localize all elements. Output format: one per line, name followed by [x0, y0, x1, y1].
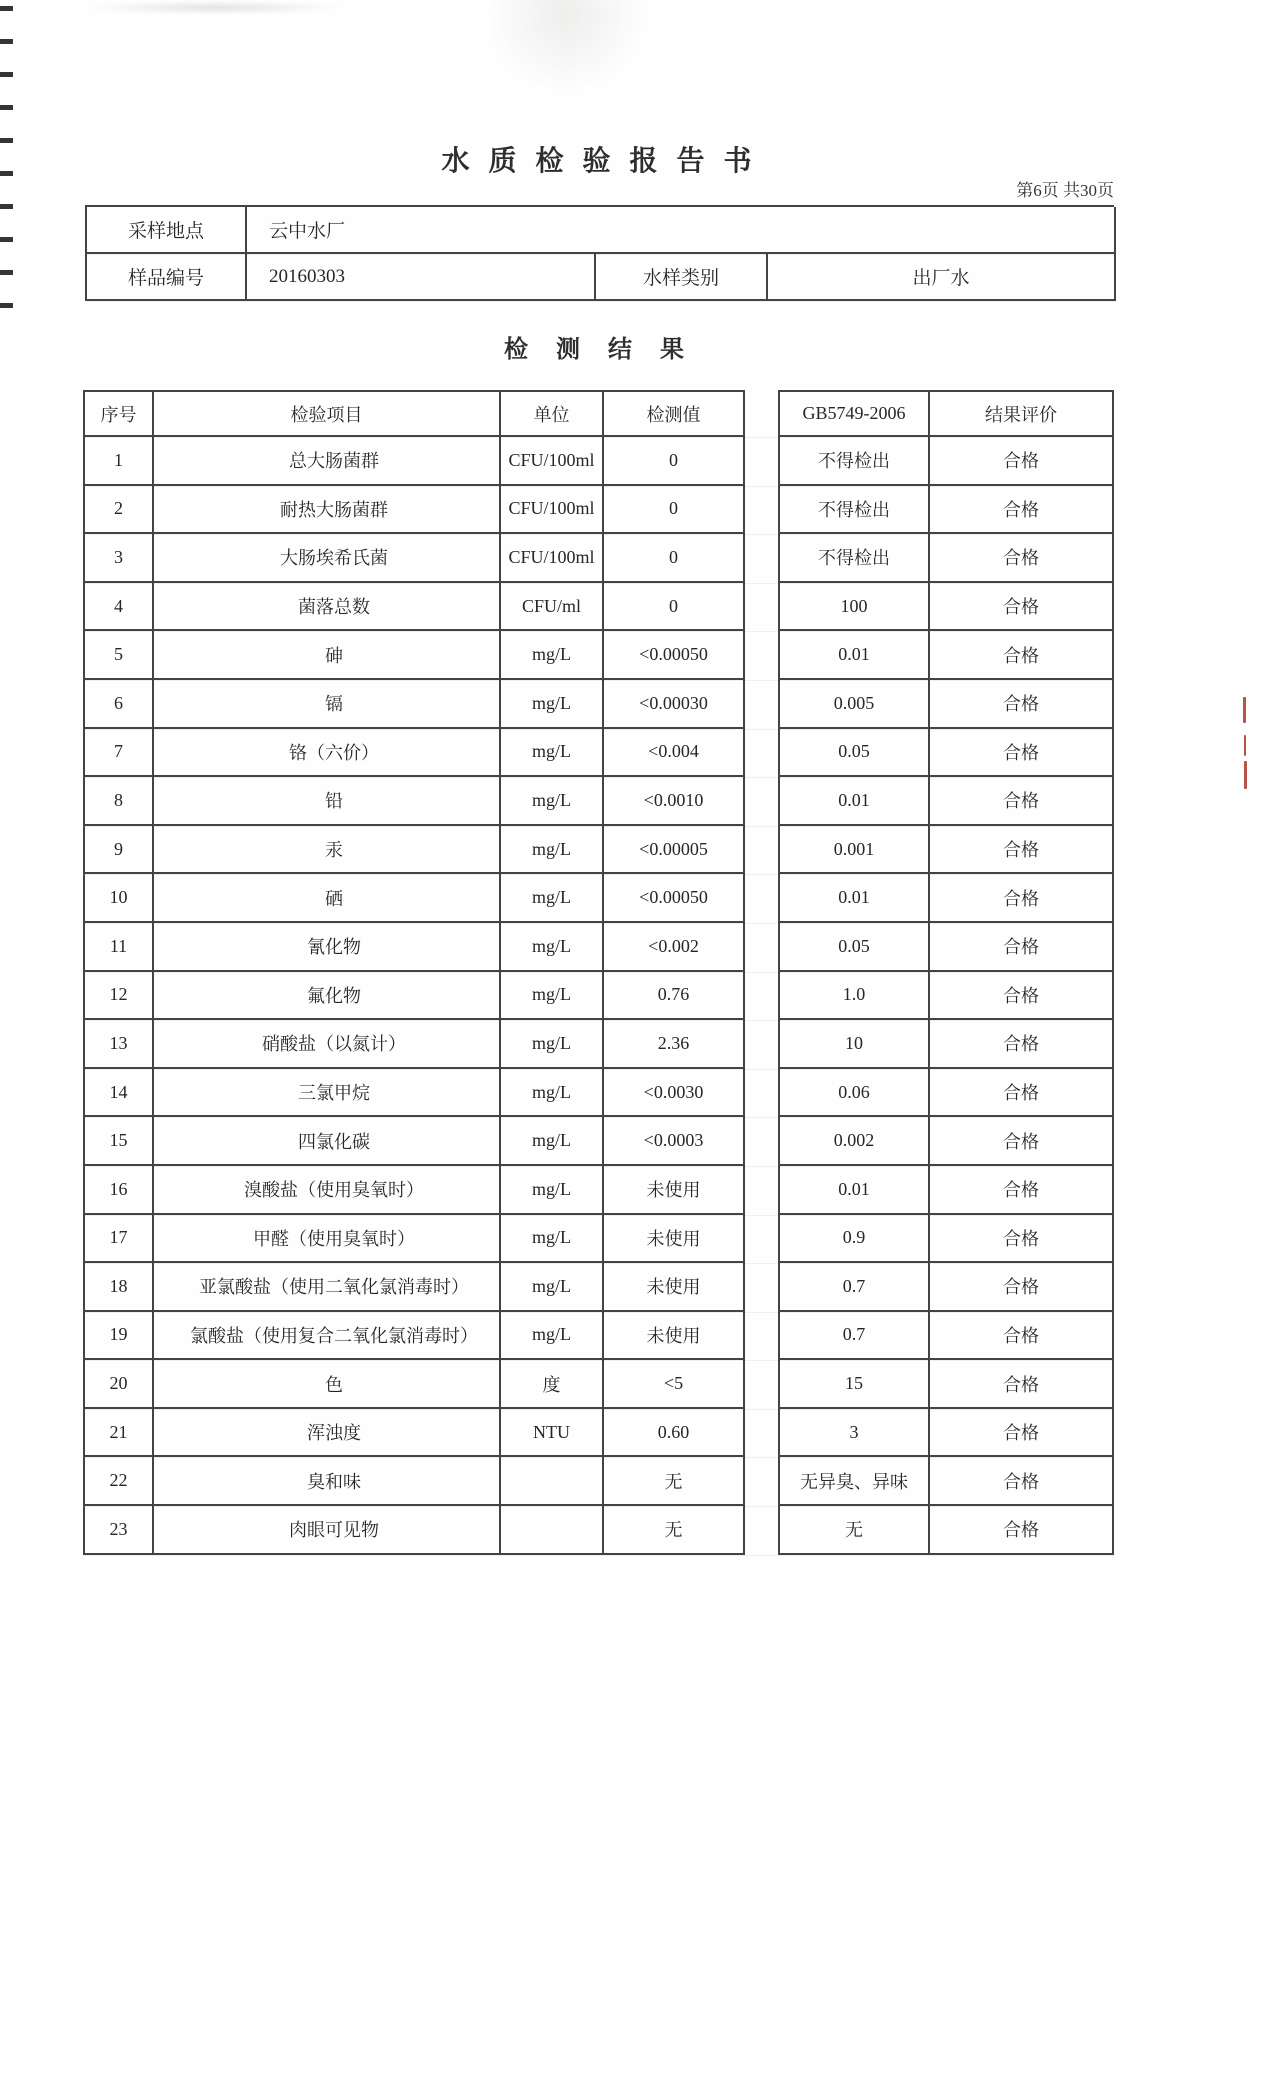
- table-row-seq: 2: [83, 486, 154, 535]
- table-row-row: [83, 826, 1114, 875]
- table-row-item: 砷: [154, 631, 501, 680]
- table-row-seq: 5: [83, 631, 154, 680]
- table-row-row: [83, 1117, 1114, 1166]
- table-row-item: 硝酸盐（以氮计）: [154, 1020, 501, 1069]
- table-row-seq: 22: [83, 1457, 154, 1506]
- table-row-item: 亚氯酸盐（使用二氧化氯消毒时）: [154, 1263, 501, 1312]
- table-row-gb: 不得检出: [778, 534, 930, 583]
- table-row-row: [83, 1312, 1114, 1361]
- table-row-row: [83, 486, 1114, 535]
- table-row-seq: 16: [83, 1166, 154, 1215]
- header-item: 检验项目: [154, 390, 501, 437]
- table-row-item: 总大肠菌群: [154, 437, 501, 486]
- table-row-seq: 19: [83, 1312, 154, 1361]
- table-row-value: 未使用: [604, 1312, 745, 1361]
- table-row-eval: 合格: [930, 1263, 1114, 1312]
- table-row-row: [83, 923, 1114, 972]
- table-row-seq: 9: [83, 826, 154, 875]
- table-row-gap: [745, 923, 778, 972]
- table-row-gap: [745, 1215, 778, 1264]
- table-row-value: <0.0030: [604, 1069, 745, 1118]
- table-row-row: [83, 1263, 1114, 1312]
- table-row-gap: [745, 1360, 778, 1409]
- table-row-seq: 17: [83, 1215, 154, 1264]
- table-row-eval: 合格: [930, 534, 1114, 583]
- table-row-seq: 23: [83, 1506, 154, 1555]
- table-row-unit: mg/L: [501, 1166, 604, 1215]
- sample-number-value: 20160303: [247, 254, 596, 301]
- table-row-unit: mg/L: [501, 826, 604, 875]
- table-row-unit: [501, 1506, 604, 1555]
- header-unit: 单位: [501, 390, 604, 437]
- table-row-eval: 合格: [930, 631, 1114, 680]
- table-row-eval: 合格: [930, 826, 1114, 875]
- table-row-unit: mg/L: [501, 1069, 604, 1118]
- table-row-gb: 无异臭、异味: [778, 1457, 930, 1506]
- table-row-row: [83, 972, 1114, 1021]
- table-row-row: [83, 777, 1114, 826]
- table-row-gap: [745, 1069, 778, 1118]
- table-row-item: 硒: [154, 874, 501, 923]
- scan-artifact-red-mark: [1244, 735, 1246, 756]
- table-row-row: [83, 729, 1114, 778]
- table-row-row: [83, 631, 1114, 680]
- table-row-gap: [745, 826, 778, 875]
- table-row-item: 四氯化碳: [154, 1117, 501, 1166]
- header-seq: 序号: [83, 390, 154, 437]
- table-row-unit: mg/L: [501, 874, 604, 923]
- table-row-eval: 合格: [930, 777, 1114, 826]
- header-gb: GB5749-2006: [778, 390, 930, 437]
- table-row-gb: 3: [778, 1409, 930, 1458]
- table-row-eval: 合格: [930, 1506, 1114, 1555]
- table-row-row: [83, 1166, 1114, 1215]
- table-row-value: <0.00005: [604, 826, 745, 875]
- table-row-value: <0.00030: [604, 680, 745, 729]
- table-row-gap: [745, 1457, 778, 1506]
- table-row-unit: mg/L: [501, 1117, 604, 1166]
- table-row-row: [83, 1506, 1114, 1555]
- table-row-value: 未使用: [604, 1166, 745, 1215]
- table-row-row: [83, 680, 1114, 729]
- water-sample-type-value: 出厂水: [768, 254, 1116, 301]
- header-row: [83, 390, 1114, 437]
- table-row-row: [83, 583, 1114, 632]
- sampling-location-value: 云中水厂: [247, 207, 1116, 254]
- table-row-item: 臭和味: [154, 1457, 501, 1506]
- table-row-unit: mg/L: [501, 729, 604, 778]
- table-row-gap: [745, 534, 778, 583]
- scan-artifact-smudge: [85, 0, 345, 15]
- table-row-unit: CFU/100ml: [501, 486, 604, 535]
- section-title: 检 测 结 果: [504, 337, 695, 363]
- table-row-seq: 13: [83, 1020, 154, 1069]
- scan-artifact-red-mark: [1244, 761, 1247, 789]
- table-row-value: <0.00050: [604, 631, 745, 680]
- table-row-gap: [745, 486, 778, 535]
- table-row-value: 0.76: [604, 972, 745, 1021]
- table-row-gb: 0.05: [778, 729, 930, 778]
- table-row-seq: 6: [83, 680, 154, 729]
- table-row-gap: [745, 583, 778, 632]
- table-row-value: 无: [604, 1506, 745, 1555]
- table-row-eval: 合格: [930, 583, 1114, 632]
- table-row-value: <0.0010: [604, 777, 745, 826]
- table-row-eval: 合格: [930, 729, 1114, 778]
- table-row-gb: 0.005: [778, 680, 930, 729]
- table-row-gb: 0.001: [778, 826, 930, 875]
- scan-artifact-red-mark: [1243, 697, 1246, 723]
- table-row-eval: 合格: [930, 1360, 1114, 1409]
- page-number: 第6页 共30页: [1016, 181, 1114, 200]
- table-row-seq: 3: [83, 534, 154, 583]
- table-row-item: 铅: [154, 777, 501, 826]
- table-row-gb: 0.7: [778, 1312, 930, 1361]
- table-row-seq: 8: [83, 777, 154, 826]
- sampling-location-label: 采样地点: [87, 207, 247, 254]
- table-row-seq: 18: [83, 1263, 154, 1312]
- table-row-row: [83, 437, 1114, 486]
- table-row-gb: 0.9: [778, 1215, 930, 1264]
- table-row-seq: 12: [83, 972, 154, 1021]
- table-row-row: [83, 1020, 1114, 1069]
- table-row-eval: 合格: [930, 1020, 1114, 1069]
- table-row-value: <0.0003: [604, 1117, 745, 1166]
- table-row-unit: NTU: [501, 1409, 604, 1458]
- table-row-gap: [745, 1409, 778, 1458]
- table-row-unit: mg/L: [501, 923, 604, 972]
- table-row-item: 铬（六价）: [154, 729, 501, 778]
- header-eval: 结果评价: [930, 390, 1114, 437]
- table-row-item: 甲醛（使用臭氧时）: [154, 1215, 501, 1264]
- table-row-gb: 100: [778, 583, 930, 632]
- table-row-seq: 10: [83, 874, 154, 923]
- table-row-value: 未使用: [604, 1263, 745, 1312]
- table-row-item: 氰化物: [154, 923, 501, 972]
- table-row-seq: 7: [83, 729, 154, 778]
- table-row-row: [83, 1457, 1114, 1506]
- water-sample-type-label: 水样类别: [596, 254, 768, 301]
- table-row-gb: 0.002: [778, 1117, 930, 1166]
- sample-number-label: 样品编号: [87, 254, 247, 301]
- table-row-seq: 14: [83, 1069, 154, 1118]
- header-gap: [745, 390, 778, 437]
- table-row-unit: mg/L: [501, 1312, 604, 1361]
- table-row-seq: 4: [83, 583, 154, 632]
- table-row-gap: [745, 680, 778, 729]
- table-row-seq: 1: [83, 437, 154, 486]
- table-row-gb: 1.0: [778, 972, 930, 1021]
- table-row-value: 2.36: [604, 1020, 745, 1069]
- table-row-eval: 合格: [930, 486, 1114, 535]
- table-row-gap: [745, 874, 778, 923]
- table-row-gb: 0.7: [778, 1263, 930, 1312]
- table-row-value: 0: [604, 437, 745, 486]
- table-row-gb: 0.01: [778, 874, 930, 923]
- table-row-item: 大肠埃希氏菌: [154, 534, 501, 583]
- table-row-item: 氟化物: [154, 972, 501, 1021]
- table-row-gb: 0.06: [778, 1069, 930, 1118]
- header-value: 检测值: [604, 390, 745, 437]
- table-row-gap: [745, 437, 778, 486]
- table-row-eval: 合格: [930, 972, 1114, 1021]
- table-row-seq: 20: [83, 1360, 154, 1409]
- table-row-gb: 不得检出: [778, 437, 930, 486]
- table-row-gb: 无: [778, 1506, 930, 1555]
- table-row-eval: 合格: [930, 1312, 1114, 1361]
- table-row-seq: 15: [83, 1117, 154, 1166]
- table-row-gap: [745, 1263, 778, 1312]
- table-row-eval: 合格: [930, 874, 1114, 923]
- scan-artifact-smudge: [478, 0, 653, 100]
- table-row-unit: CFU/ml: [501, 583, 604, 632]
- table-row-eval: 合格: [930, 1069, 1114, 1118]
- table-row-item: 肉眼可见物: [154, 1506, 501, 1555]
- table-row-gb: 10: [778, 1020, 930, 1069]
- table-row-value: <0.004: [604, 729, 745, 778]
- table-row-unit: [501, 1457, 604, 1506]
- table-row-row: [83, 874, 1114, 923]
- table-row-gap: [745, 1166, 778, 1215]
- table-row-row: [83, 1069, 1114, 1118]
- table-row-value: 0: [604, 486, 745, 535]
- table-row-item: 镉: [154, 680, 501, 729]
- table-row-eval: 合格: [930, 923, 1114, 972]
- table-row-value: 未使用: [604, 1215, 745, 1264]
- table-row-seq: 11: [83, 923, 154, 972]
- table-row-gap: [745, 631, 778, 680]
- table-row-item: 菌落总数: [154, 583, 501, 632]
- table-row-value: 无: [604, 1457, 745, 1506]
- table-row-gap: [745, 777, 778, 826]
- table-row-item: 色: [154, 1360, 501, 1409]
- table-row-item: 耐热大肠菌群: [154, 486, 501, 535]
- table-row-item: 浑浊度: [154, 1409, 501, 1458]
- table-row-item: 溴酸盐（使用臭氧时）: [154, 1166, 501, 1215]
- table-row-row: [83, 534, 1114, 583]
- table-row-seq: 21: [83, 1409, 154, 1458]
- table-row-gb: 15: [778, 1360, 930, 1409]
- report-title: 水 质 检 验 报 告 书: [441, 146, 758, 177]
- table-row-unit: mg/L: [501, 680, 604, 729]
- table-row-gap: [745, 1312, 778, 1361]
- sample-info-table: [85, 205, 1114, 301]
- table-row-value: 0: [604, 534, 745, 583]
- table-row-unit: mg/L: [501, 1020, 604, 1069]
- table-row-gap: [745, 972, 778, 1021]
- table-row-value: <0.002: [604, 923, 745, 972]
- table-row-eval: 合格: [930, 680, 1114, 729]
- results-table: [83, 390, 1114, 1555]
- table-row-eval: 合格: [930, 1457, 1114, 1506]
- table-row-gap: [745, 1020, 778, 1069]
- table-row-value: <5: [604, 1360, 745, 1409]
- table-row-row: [83, 1360, 1114, 1409]
- table-row-gb: 0.01: [778, 1166, 930, 1215]
- table-row-eval: 合格: [930, 1215, 1114, 1264]
- table-row-row: [83, 1409, 1114, 1458]
- table-row-unit: mg/L: [501, 631, 604, 680]
- table-row-gb: 0.01: [778, 777, 930, 826]
- table-row-eval: 合格: [930, 1117, 1114, 1166]
- table-row-unit: CFU/100ml: [501, 437, 604, 486]
- table-row-unit: CFU/100ml: [501, 534, 604, 583]
- table-row-eval: 合格: [930, 1166, 1114, 1215]
- scan-artifact-edge-dashes: [0, 6, 13, 318]
- table-row-item: 氯酸盐（使用复合二氧化氯消毒时）: [154, 1312, 501, 1361]
- table-row-eval: 合格: [930, 437, 1114, 486]
- table-row-gb: 0.05: [778, 923, 930, 972]
- table-row-unit: mg/L: [501, 972, 604, 1021]
- table-row-value: 0.60: [604, 1409, 745, 1458]
- table-row-eval: 合格: [930, 1409, 1114, 1458]
- table-row-row: [83, 1215, 1114, 1264]
- table-row-value: <0.00050: [604, 874, 745, 923]
- table-row-value: 0: [604, 583, 745, 632]
- table-row-gap: [745, 1506, 778, 1555]
- table-row-unit: mg/L: [501, 1263, 604, 1312]
- table-row-gap: [745, 1117, 778, 1166]
- table-row-item: 三氯甲烷: [154, 1069, 501, 1118]
- table-row-item: 汞: [154, 826, 501, 875]
- table-row-unit: mg/L: [501, 777, 604, 826]
- table-row-unit: mg/L: [501, 1215, 604, 1264]
- table-row-gb: 0.01: [778, 631, 930, 680]
- table-row-gb: 不得检出: [778, 486, 930, 535]
- table-row-unit: 度: [501, 1360, 604, 1409]
- table-row-gap: [745, 729, 778, 778]
